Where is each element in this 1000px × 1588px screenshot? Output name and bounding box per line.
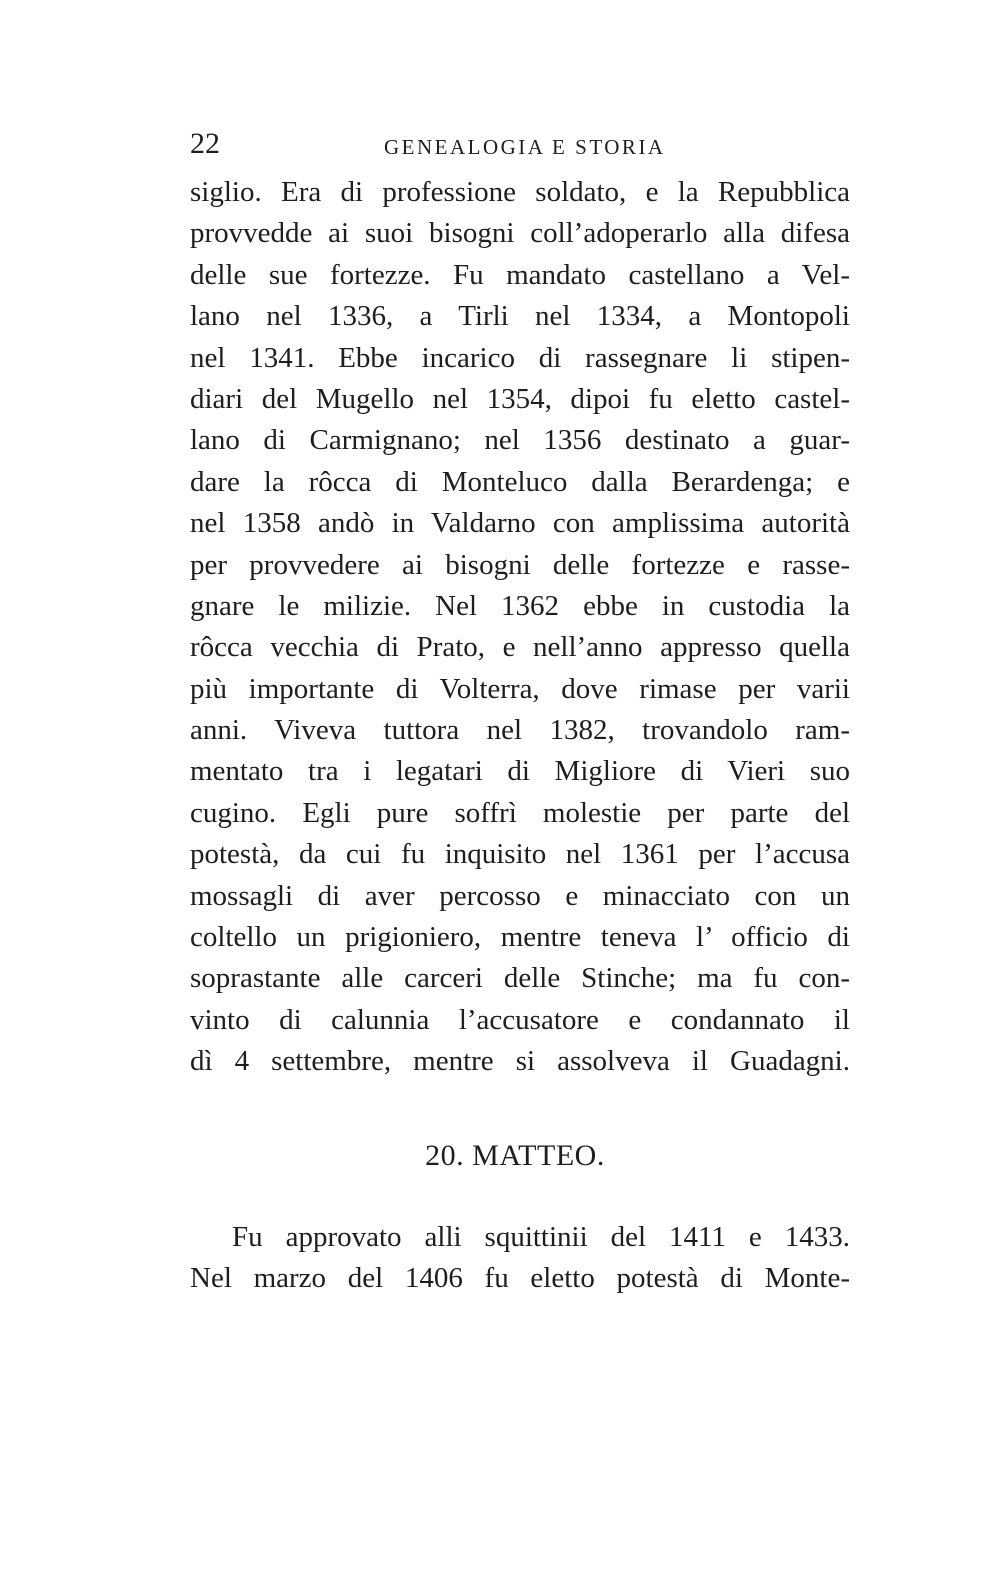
paragraph-2 [190, 1217, 850, 1300]
text-line: coltello un prigioniero, mentre teneva l’ officio di [190, 921, 850, 954]
text-line: cugino. Egli pure soffrì molestie per parte del [190, 796, 850, 829]
text-line: siglio. Era di professione soldato, e la Repubblica [190, 176, 850, 208]
page-number: 22 [190, 127, 220, 160]
text-line: più importante di Volterra, dove rimase per varii [190, 672, 850, 705]
text-line: provvedde ai suoi bisogni coll’adoperarlo alla difesa [190, 217, 850, 250]
text-line: lano nel 1336, a Tirli nel 1334, a Montopoli [190, 300, 850, 333]
section-title: 20. MATTEO. [425, 1139, 605, 1172]
text-line: delle sue fortezze. Fu mandato castellano a Vel- [190, 258, 850, 291]
text-line: dare la rôcca di Monteluco dalla Berardenga; e [190, 465, 850, 498]
text-line: nel 1341. Ebbe incarico di rassegnare li stipen- [190, 341, 850, 374]
section-heading [0, 1136, 1000, 1176]
text-line: Nel marzo del 1406 fu eletto potestà di Monte- [190, 1262, 850, 1295]
text-line: nel 1358 andò in Valdarno con amplissima autorità [190, 507, 850, 540]
paragraph-1 [190, 172, 850, 1083]
text-line: soprastante alle carceri delle Stinche; ma fu con- [190, 962, 850, 995]
text-line: potestà, da cui fu inquisito nel 1361 per l’accusa [190, 838, 850, 871]
running-title: GENEALOGIA E STORIA [384, 135, 666, 159]
text-line: vinto di calunnia l’accusatore e condannato il [190, 1003, 850, 1036]
text-line: gnare le milizie. Nel 1362 ebbe in custodia la [190, 589, 850, 622]
text-line: lano di Carmignano; nel 1356 destinato a guar- [190, 424, 850, 457]
text-line: dì 4 settembre, mentre si assolveva il Guadagni. [190, 1045, 850, 1078]
text-line: mentato tra i legatari di Migliore di Vieri suo [190, 755, 850, 788]
text-line: per provvedere ai bisogni delle fortezze e rasse- [190, 548, 850, 581]
text-line: mossagli di aver percosso e minacciato con un [190, 879, 850, 912]
text-line: anni. Viveva tuttora nel 1382, trovandolo ram- [190, 714, 850, 747]
text-line: rôcca vecchia di Prato, e nell’anno appresso quella [190, 631, 850, 664]
text-line: diari del Mugello nel 1354, dipoi fu eletto castel- [190, 382, 850, 415]
text-line: Fu approvato alli squittinii del 1411 e 1433. [232, 1221, 850, 1253]
running-head [190, 126, 850, 166]
